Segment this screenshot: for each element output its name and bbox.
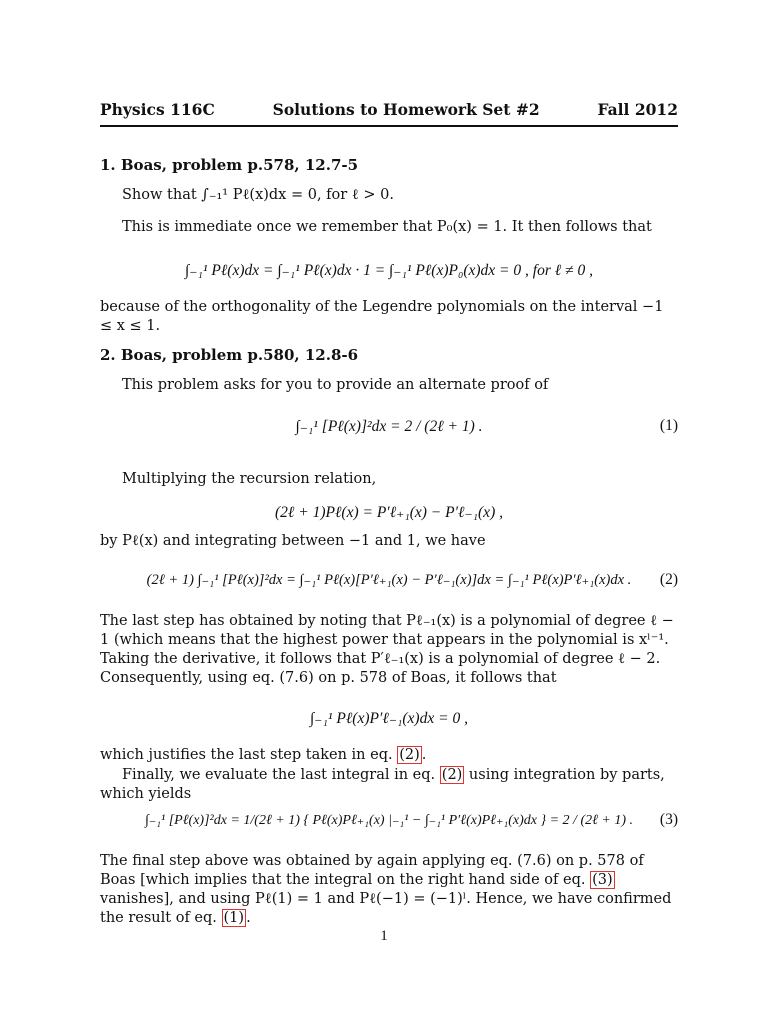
recursion-equation — [100, 500, 678, 524]
equation-1-link[interactable]: (1) — [223, 910, 245, 927]
problem2-text4: The last step has obtained by noting that Pℓ₋₁(x) is a polynomial of degree ℓ − 1 (which means that the highest power that appears in the polynomial is xˡ⁻¹. Taking the derivative, it follows that P′ℓ₋₁(x) is a polynomial of degree ℓ − 2. Consequently, using eq. (7.6) on p. 578 of Boas, it follows that — [100, 613, 674, 687]
equation-3-text: ∫₋₁¹ [Pℓ(x)]²dx = 1/(2ℓ + 1) { Pℓ(x)Pℓ₊₁(x) |₋₁¹ − ∫₋₁¹ P′ℓ(x)Pℓ₊₁(x)dx } = 2 / (2ℓ + 1) . — [144, 812, 634, 828]
problem2-text7-c: . — [246, 910, 251, 927]
equation-1 — [100, 408, 678, 444]
problem2-text6-b: using integration by parts, which yields — [100, 767, 665, 803]
equation-2-link[interactable]: (2) — [399, 747, 420, 763]
equation-1-text: ∫₋₁¹ [Pℓ(x)]²dx = 2 / (2ℓ + 1) . — [295, 417, 483, 435]
equation-1-number: (1) — [659, 417, 678, 434]
problem2-title: 2. Boas, problem p.580, 12.8-6 — [100, 346, 359, 364]
equation-2-link-2[interactable]: (2) — [441, 767, 463, 783]
equation-2 — [100, 562, 678, 598]
header-rule — [100, 125, 678, 127]
header-title: Solutions to Homework Set #2 — [272, 100, 540, 119]
problem1-equation-text: ∫₋₁¹ Pℓ(x)dx = ∫₋₁¹ Pℓ(x)dx · 1 = ∫₋₁¹ Pℓ(x)P₀(x)dx = 0 , for ℓ ≠ 0 , — [185, 261, 593, 279]
problem1-equation — [100, 252, 678, 288]
problem2-text5-a: which justifies the last step taken in eq. — [100, 747, 398, 763]
problem1-title: 1. Boas, problem p.578, 12.7-5 — [100, 156, 359, 174]
header-course: Physics 116C — [100, 100, 215, 119]
equation-3-link[interactable]: (3) — [592, 872, 613, 889]
problem2-text5 — [100, 746, 678, 765]
problem2-text1: This problem asks for you to provide an alternate proof of — [122, 377, 549, 393]
middle-equation — [100, 700, 678, 736]
equation-2-number: (2) — [659, 571, 678, 588]
equation-3-number: (3) — [659, 811, 678, 828]
problem1-text2: because of the orthogonality of the Legendre polynomials on the interval −1 ≤ x ≤ 1. — [100, 299, 664, 335]
problem2-text7-a: The final step above was obtained by again applying eq. (7.6) on p. 578 of Boas [which implies that the integral on the right hand side of eq. — [100, 853, 644, 889]
equation-2-text: (2ℓ + 1) ∫₋₁¹ [Pℓ(x)]²dx = ∫₋₁¹ Pℓ(x)[P′ℓ₊₁(x) − P′ℓ₋₁(x)]dx = ∫₋₁¹ Pℓ(x)P′ℓ₊₁(x)dx . — [146, 571, 632, 588]
problem1-text1: This is immediate once we remember that P₀(x) = 1. It then follows that — [122, 219, 652, 235]
problem1-statement: Show that ∫₋₁¹ Pℓ(x)dx = 0, for ℓ > 0. — [122, 187, 394, 203]
page-header — [100, 100, 678, 119]
problem2-text7-b: vanishes], and using Pℓ(1) = 1 and Pℓ(−1) = (−1)ˡ. Hence, we have confirmed the result of eq. — [100, 891, 672, 927]
problem2-text3: by Pℓ(x) and integrating between −1 and 1, we have — [100, 533, 486, 549]
problem2-text6-a: Finally, we evaluate the last integral in eq. — [122, 767, 440, 783]
equation-3 — [100, 798, 678, 842]
header-term: Fall 2012 — [597, 100, 678, 119]
page-number: 1 — [380, 928, 388, 944]
problem2-text7 — [100, 852, 678, 929]
problem2-text5-b: . — [421, 747, 427, 763]
middle-equation-text: ∫₋₁¹ Pℓ(x)P′ℓ₋₁(x)dx = 0 , — [310, 709, 468, 727]
recursion-equation-text: (2ℓ + 1)Pℓ(x) = P′ℓ₊₁(x) − P′ℓ₋₁(x) , — [275, 503, 503, 521]
problem2-text2: Multiplying the recursion relation, — [122, 471, 377, 487]
